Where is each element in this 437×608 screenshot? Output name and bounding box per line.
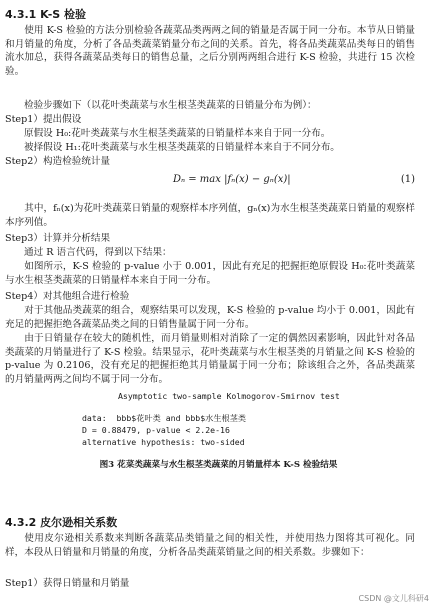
- step3-text-a: 通过 R 语言代码，得到以下结果：: [24, 247, 172, 258]
- ks-statistic-formula: [5, 174, 415, 188]
- ks-intro-paragraph: 使用 K-S 检验的方法分别检验各蔬菜品类两两之间的销量是否属于同一分布。本节从日销量和月销量的角度，分析了各品类蔬菜销量分布之间的关系。首先，将各品类蔬菜品类每日的销售流水加总，获得各蔬菜品类每日的销售总量，之后分别两两组合进行 K-S 检验，共进行 15 次检验。: [5, 25, 415, 78]
- figure-caption: 图3 花菜类蔬菜与水生根茎类蔬菜的月销量样本 K-S 检验结果: [99, 460, 338, 470]
- pearson-intro-paragraph: 使用皮尔逊相关系数来判断各蔬菜品类销量之间的相关性，并使用热力图将其可视化。同样，本段从日销量和月销量的角度，分析各品类蔬菜销量之间的相关系数。步骤如下：: [5, 533, 415, 558]
- formula-expression: Dₙ = max |fₙ(x) − gₙ(x)|: [173, 174, 291, 185]
- r-output-data: data: bbb$花叶类 and bbb$水生根茎类: [82, 413, 247, 423]
- r-output-alternative: alternative hypothesis: two-sided: [82, 437, 245, 447]
- step2-label: Step2）构造检验统计量: [5, 156, 111, 167]
- alt-hypothesis: 被择假设 H₁:花叶类蔬菜与水生根茎类蔬菜的日销量样本来自于不同分布。: [24, 142, 340, 153]
- step4-text-a: 对于其他品类蔬菜的组合，观察结果可以发现，K-S 检验的 p-value 均小于 0.001，因此有充足的把握拒绝各蔬菜品类之间的日销售量属于同一分布。: [5, 305, 415, 330]
- r-output-title: Asymptotic two-sample Kolmogorov-Smirnov test: [118, 391, 340, 401]
- example-intro: 检验步骤如下（以花叶类蔬菜与水生根茎类蔬菜的日销量分布为例）：: [24, 100, 317, 111]
- formula-number: (1): [400, 174, 415, 185]
- r-output-statistic: D = 0.88479, p-value < 2.2e-16: [82, 425, 230, 435]
- step3-text-b: 如图所示，K-S 检验的 p-value 小于 0.001，因此有充足的把握拒绝原假设 H₀:花叶类蔬菜与水生根茎类蔬菜的日销量样本来自于同一分布。: [5, 261, 415, 286]
- step1-label: Step1）提出假设: [5, 114, 82, 125]
- watermark: CSDN @文儿科研4: [358, 594, 429, 603]
- section-heading-ks: 4.3.1 K-S 检验: [5, 8, 87, 21]
- step4-label: Step4）对其他组合进行检验: [5, 291, 130, 302]
- step4-text-b: 由于日销量存在较大的随机性，而月销量则相对消除了一定的偶然因素影响，因此针对各品类蔬菜的月销量进行了 K-S 检验。结果显示，花叶类蔬菜与水生根茎类的月销量之间 K-S 检验的 p-value 为 0.2106，没有充足的把握拒绝其月销量属于同一分布；除该组合之外，各品类蔬菜的月销量两两之间均不属于同一分布。: [5, 333, 415, 386]
- pearson-step1-label: Step1）获得日销量和月销量: [5, 578, 130, 589]
- null-hypothesis: 原假设 H₀:花叶类蔬菜与水生根茎类蔬菜的日销量样本来自于同一分布。: [24, 128, 331, 139]
- step3-label: Step3）计算并分析结果: [5, 233, 111, 244]
- formula-explanation: 其中，fₙ(x)为花叶类蔬菜日销量的观察样本序列值，gₙ(x)为水生根茎类蔬菜日销量的观察样本序列值。: [5, 203, 415, 228]
- section-heading-pearson: 4.3.2 皮尔逊相关系数: [5, 516, 118, 529]
